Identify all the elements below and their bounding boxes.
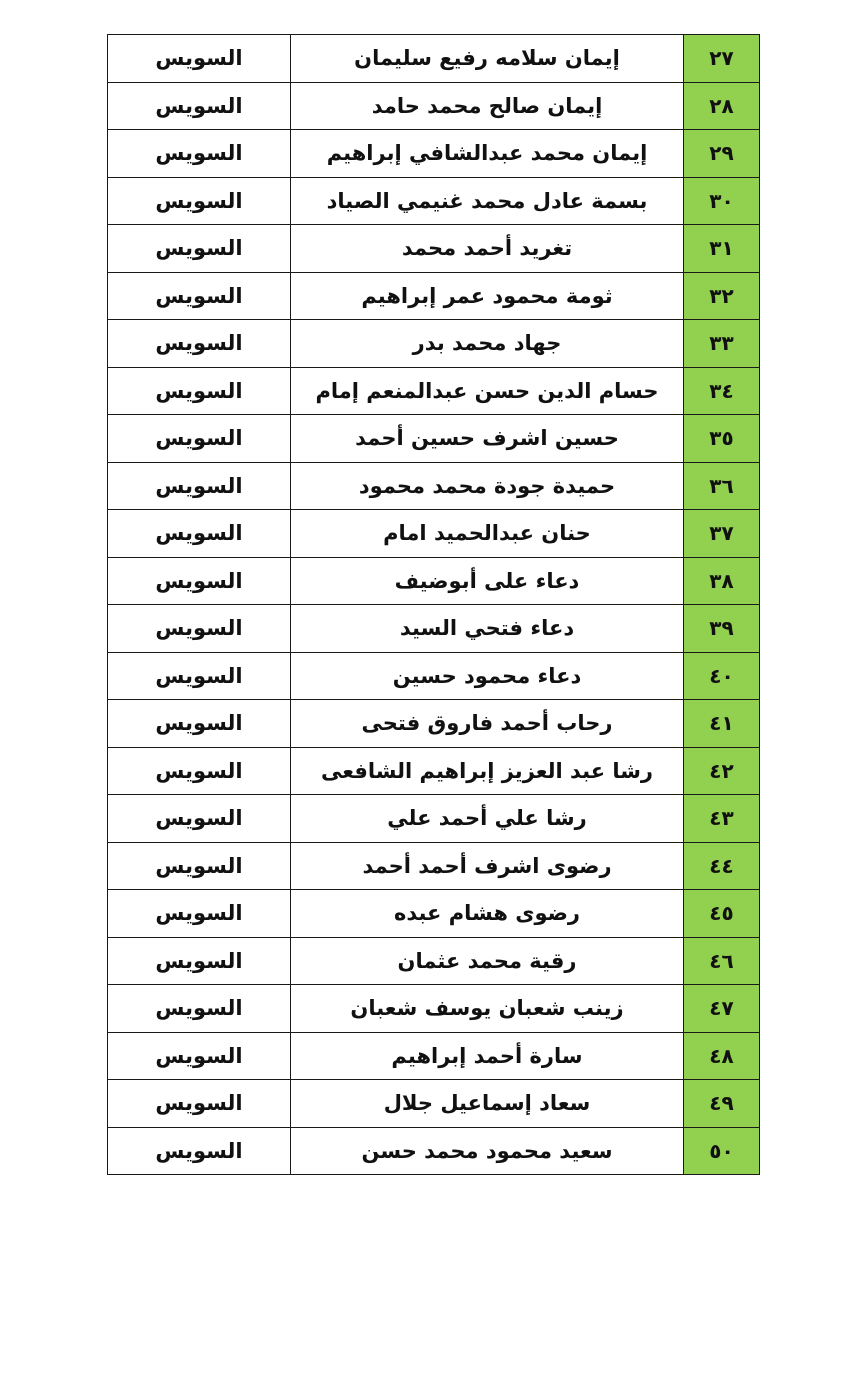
city-cell: السويس [108,130,291,178]
person-name-cell: حميدة جودة محمد محمود [291,462,684,510]
city-cell: السويس [108,890,291,938]
person-name-cell: رقية محمد عثمان [291,937,684,985]
person-name-cell: سارة أحمد إبراهيم [291,1032,684,1080]
table-row [108,82,760,130]
city-cell: السويس [108,1127,291,1175]
table-row [108,225,760,273]
person-name-cell: رضوى اشرف أحمد أحمد [291,842,684,890]
row-number-cell: ٣٧ [684,510,760,558]
person-name-cell: رشا عبد العزيز إبراهيم الشافعى [291,747,684,795]
city-cell: السويس [108,652,291,700]
row-number-cell: ٤١ [684,700,760,748]
person-name-cell: ثومة محمود عمر إبراهيم [291,272,684,320]
person-name-cell: إيمان سلامه رفيع سليمان [291,35,684,83]
person-name-cell: رضوى هشام عبده [291,890,684,938]
city-cell: السويس [108,320,291,368]
city-cell: السويس [108,225,291,273]
city-cell: السويس [108,35,291,83]
row-number-cell: ٢٧ [684,35,760,83]
table-row [108,747,760,795]
city-cell: السويس [108,605,291,653]
person-name-cell: حسين اشرف حسين أحمد [291,415,684,463]
row-number-cell: ٣٥ [684,415,760,463]
row-number-cell: ٤٨ [684,1032,760,1080]
row-number-cell: ٤٩ [684,1080,760,1128]
city-cell: السويس [108,795,291,843]
row-number-cell: ٤٧ [684,985,760,1033]
city-cell: السويس [108,415,291,463]
person-name-cell: رحاب أحمد فاروق فتحى [291,700,684,748]
person-name-cell: دعاء على أبوضيف [291,557,684,605]
table-row [108,462,760,510]
city-cell: السويس [108,1032,291,1080]
table-row [108,937,760,985]
table-row [108,1032,760,1080]
table-row [108,177,760,225]
row-number-cell: ٣٣ [684,320,760,368]
row-number-cell: ٢٩ [684,130,760,178]
table-row [108,367,760,415]
row-number-cell: ٤٥ [684,890,760,938]
table-row [108,985,760,1033]
row-number-cell: ٣١ [684,225,760,273]
table-row [108,890,760,938]
table-row [108,130,760,178]
person-name-cell: بسمة عادل محمد غنيمي الصياد [291,177,684,225]
row-number-cell: ٣٢ [684,272,760,320]
row-number-cell: ٥٠ [684,1127,760,1175]
table-row [108,1080,760,1128]
person-name-cell: سعيد محمود محمد حسن [291,1127,684,1175]
person-name-cell: جهاد محمد بدر [291,320,684,368]
roster-sheet [107,34,758,1175]
table-row [108,605,760,653]
person-name-cell: إيمان صالح محمد حامد [291,82,684,130]
city-cell: السويس [108,1080,291,1128]
person-name-cell: رشا علي أحمد علي [291,795,684,843]
row-number-cell: ٣٨ [684,557,760,605]
row-number-cell: ٤٢ [684,747,760,795]
person-name-cell: تغريد أحمد محمد [291,225,684,273]
table-row [108,557,760,605]
table-row [108,652,760,700]
roster-table [107,34,760,1175]
person-name-cell: زينب شعبان يوسف شعبان [291,985,684,1033]
table-row [108,842,760,890]
table-row [108,415,760,463]
table-row [108,510,760,558]
city-cell: السويس [108,367,291,415]
city-cell: السويس [108,937,291,985]
person-name-cell: سعاد إسماعيل جلال [291,1080,684,1128]
table-row [108,320,760,368]
city-cell: السويس [108,177,291,225]
city-cell: السويس [108,272,291,320]
row-number-cell: ٤٠ [684,652,760,700]
person-name-cell: إيمان محمد عبدالشافي إبراهيم [291,130,684,178]
row-number-cell: ٢٨ [684,82,760,130]
city-cell: السويس [108,700,291,748]
roster-body [108,35,760,1175]
table-row [108,700,760,748]
person-name-cell: حنان عبدالحميد امام [291,510,684,558]
city-cell: السويس [108,985,291,1033]
row-number-cell: ٤٣ [684,795,760,843]
table-row [108,1127,760,1175]
row-number-cell: ٣٠ [684,177,760,225]
city-cell: السويس [108,557,291,605]
row-number-cell: ٤٦ [684,937,760,985]
row-number-cell: ٣٦ [684,462,760,510]
city-cell: السويس [108,82,291,130]
table-row [108,795,760,843]
row-number-cell: ٣٤ [684,367,760,415]
city-cell: السويس [108,842,291,890]
city-cell: السويس [108,747,291,795]
row-number-cell: ٤٤ [684,842,760,890]
city-cell: السويس [108,462,291,510]
person-name-cell: دعاء محمود حسين [291,652,684,700]
row-number-cell: ٣٩ [684,605,760,653]
city-cell: السويس [108,510,291,558]
person-name-cell: حسام الدين حسن عبدالمنعم إمام [291,367,684,415]
person-name-cell: دعاء فتحي السيد [291,605,684,653]
table-row [108,272,760,320]
table-row [108,35,760,83]
